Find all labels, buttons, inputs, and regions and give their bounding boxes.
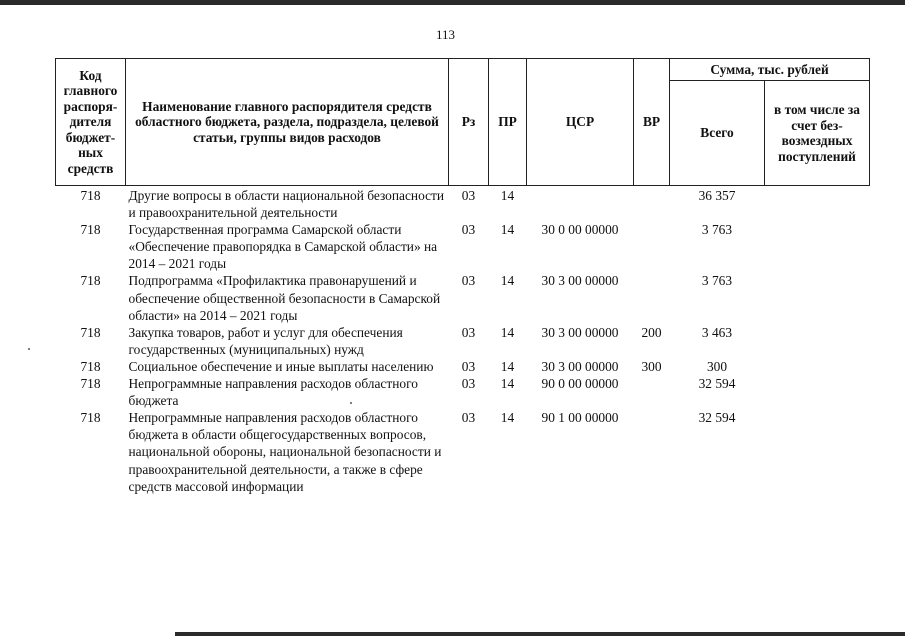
cell-total: 3 463 [701, 324, 733, 340]
cell-free [765, 358, 870, 375]
cell-name: Социальное обеспечение и иные выплаты населению [128, 358, 434, 374]
cell-rz: 03 [461, 188, 476, 203]
cell-code: 718 [80, 324, 101, 340]
scan-speck [350, 402, 352, 404]
cell-pr: 14 [500, 188, 515, 203]
cell-total: 300 [706, 358, 728, 374]
header-rz: Рз [449, 59, 489, 186]
cell-csr: 90 1 00 00000 [541, 410, 619, 426]
header-pr: ПР [489, 59, 527, 186]
cell-rz: 03 [461, 376, 476, 392]
cell-rz: 03 [461, 324, 476, 340]
cell-name: Непрограммные направления расходов областного бюджета в области общегосударственных вопросов, национальной обороны, национальной безопасности и правоохранительной деятельности, а также в сфере средств массовой информации [128, 410, 442, 494]
cell-code: 718 [80, 410, 101, 426]
cell-rz: 03 [461, 410, 476, 426]
cell-rz: 03 [461, 273, 476, 289]
cell-vr: 200 [641, 324, 662, 340]
cell-pr: 14 [500, 273, 515, 289]
cell-code: 718 [80, 358, 101, 374]
cell-free [765, 324, 870, 358]
scan-top-edge [0, 0, 905, 5]
cell-rz: 03 [461, 222, 476, 238]
table-body [56, 186, 870, 495]
cell-csr: 30 3 00 00000 [541, 358, 619, 374]
cell-code: 718 [80, 188, 101, 203]
cell-vr [634, 409, 670, 494]
cell-pr: 14 [500, 324, 515, 340]
budget-table [55, 58, 870, 495]
cell-name: Закупка товаров, работ и услуг для обеспечения государственных (муниципальных) нужд [128, 324, 403, 357]
cell-pr: 14 [500, 376, 515, 392]
cell-total: 36 357 [698, 188, 736, 203]
table-row [56, 186, 870, 222]
cell-csr: 30 3 00 00000 [541, 324, 619, 340]
cell-vr [634, 186, 670, 222]
cell-csr: 30 3 00 00000 [541, 273, 619, 289]
cell-name: Другие вопросы в области национальной безопасности и правоохранительной деятельности [128, 188, 445, 221]
table-header [56, 59, 870, 186]
table-row [56, 272, 870, 323]
scan-speck [28, 348, 30, 350]
cell-csr [527, 186, 634, 222]
cell-csr: 30 0 00 00000 [541, 222, 619, 238]
scan-bottom-edge [175, 632, 905, 636]
table-row [56, 375, 870, 409]
cell-vr [634, 272, 670, 323]
cell-free [765, 272, 870, 323]
header-vr: ВР [634, 59, 670, 186]
cell-name: Непрограммные направления расходов областного бюджета [128, 376, 418, 409]
cell-code: 718 [80, 273, 101, 289]
cell-free [765, 409, 870, 494]
cell-total: 3 763 [701, 273, 733, 289]
header-csr: ЦСР [527, 59, 634, 186]
cell-total: 3 763 [701, 222, 733, 238]
cell-pr: 14 [500, 222, 515, 238]
cell-pr: 14 [500, 410, 515, 426]
page-number: 113 [436, 27, 456, 42]
header-code: Код главного распоря-дителя бюджет-ных средств [56, 59, 126, 186]
cell-code: 718 [80, 222, 101, 238]
table-row [56, 221, 870, 272]
header-name: Наименование главного распорядителя средств областного бюджета, раздела, подраздела, целевой статьи, группы видов расходов [126, 59, 449, 186]
cell-csr: 90 0 00 00000 [541, 376, 619, 392]
header-total: Всего [670, 81, 765, 186]
table-row [56, 409, 870, 494]
cell-code: 718 [80, 376, 101, 392]
cell-vr: 300 [641, 358, 662, 374]
cell-total: 32 594 [698, 376, 736, 392]
cell-free [765, 375, 870, 409]
cell-name: Государственная программа Самарской области «Обеспечение правопорядка в Самарской области» на 2014 – 2021 годы [128, 222, 438, 272]
cell-name: Подпрограмма «Профилактика правонарушений и обеспечение общественной безопасности в Самарской области» на 2014 – 2021 годы [128, 273, 441, 323]
cell-pr: 14 [500, 358, 515, 374]
cell-free [765, 221, 870, 272]
cell-rz: 03 [461, 358, 476, 374]
cell-vr [634, 375, 670, 409]
table-row [56, 324, 870, 358]
cell-total: 32 594 [698, 410, 736, 426]
cell-free [765, 186, 870, 222]
table-row [56, 358, 870, 375]
cell-vr [634, 221, 670, 272]
header-free: в том числе за счет без-возмездных поступлений [765, 81, 870, 186]
header-sum-group: Сумма, тыс. рублей [670, 59, 870, 81]
